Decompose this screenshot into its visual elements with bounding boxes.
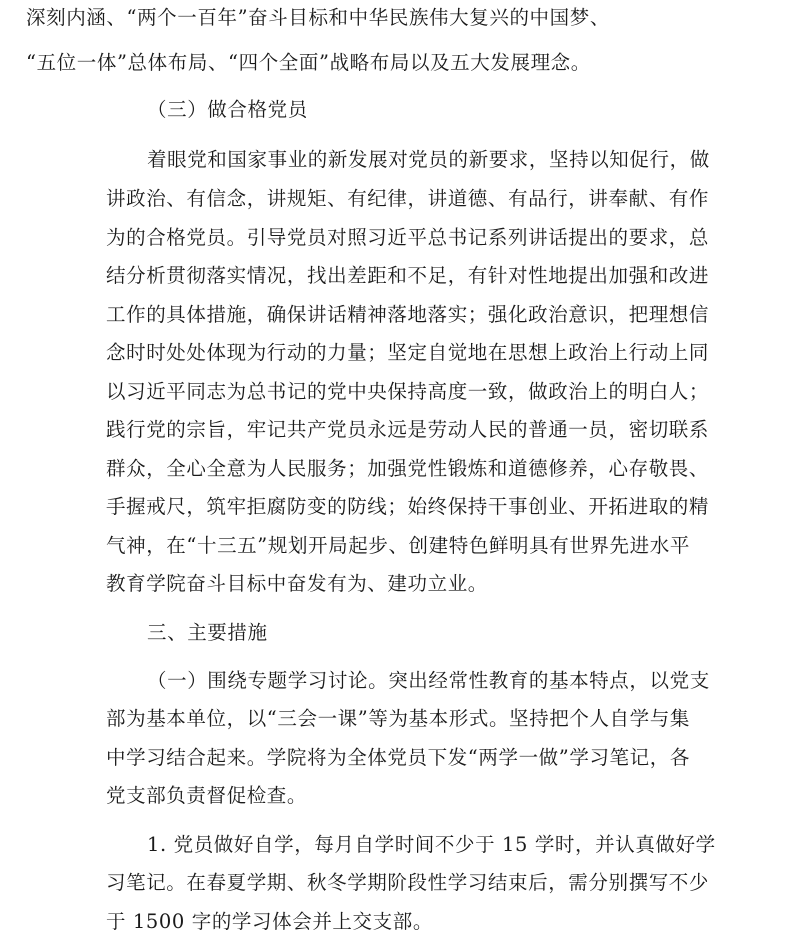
text-line-2: “五位一体”总体布局、“四个全面”战略布局以及五大发展理念。 [26, 51, 591, 74]
text-line-20: 党支部负责督促检查。 [106, 784, 308, 807]
text-line-1: 深刻内涵、“两个一百年”奋斗目标和中华民族伟大复兴的中国梦、 [26, 6, 610, 29]
text-line-4: 着眼党和国家事业的新发展对党员的新要求，坚持以知促行，做 [147, 148, 710, 171]
text-line-23: 于 1500 字的学习体会并上交支部。 [106, 910, 433, 933]
text-line-8: 工作的具体措施，确保讲话精神落地落实；强化政治意识，把理想信 [106, 303, 710, 326]
text-line-13: 手握戒尺，筑牢拒腐防变的防线；始终保持干事创业、开拓进取的精 [106, 495, 710, 518]
text-line-12: 群众，全心全意为人民服务；加强党性锻炼和道德修养，心存敬畏、 [106, 457, 710, 480]
text-line-21: 1. 党员做好自学，每月自学时间不少于 15 学时，并认真做好学 [147, 833, 716, 856]
text-line-5: 讲政治、有信念，讲规矩、有纪律，讲道德、有品行，讲奉献、有作 [106, 187, 710, 210]
text-line-14: 气神，在“十三五”规划开局起步、创建特色鲜明具有世界先进水平 [106, 534, 690, 557]
text-line-19: 中学习结合起来。学院将为全体党员下发“两学一做”学习笔记，各 [106, 746, 690, 769]
text-line-15: 教育学院奋斗目标中奋发有为、建功立业。 [106, 572, 488, 595]
text-line-10: 以习近平同志为总书记的党中央保持高度一致，做政治上的明白人； [106, 380, 710, 403]
text-line-6: 为的合格党员。引导党员对照习近平总书记系列讲话提出的要求，总 [106, 226, 710, 249]
text-line-18: 部为基本单位，以“三会一课”等为基本形式。坚持把个人自学与集 [106, 707, 690, 730]
section-heading-main-measures: 三、主要措施 [147, 621, 268, 644]
text-line-11: 践行党的宗旨，牢记共产党员永远是劳动人民的普通一员，密切联系 [106, 418, 710, 441]
text-line-17: （一）围绕专题学习讨论。突出经常性教育的基本特点，以党支 [147, 669, 710, 692]
text-line-9: 念时时处处体现为行动的力量；坚定自觉地在思想上政治上行动上同 [106, 341, 710, 364]
text-line-7: 结分析贯彻落实情况，找出差距和不足，有针对性地提出加强和改进 [106, 264, 710, 287]
text-line-22: 习笔记。在春夏学期、秋冬学期阶段性学习结束后，需分别撰写不少 [106, 871, 710, 894]
section-heading-3: （三）做合格党员 [147, 98, 308, 121]
